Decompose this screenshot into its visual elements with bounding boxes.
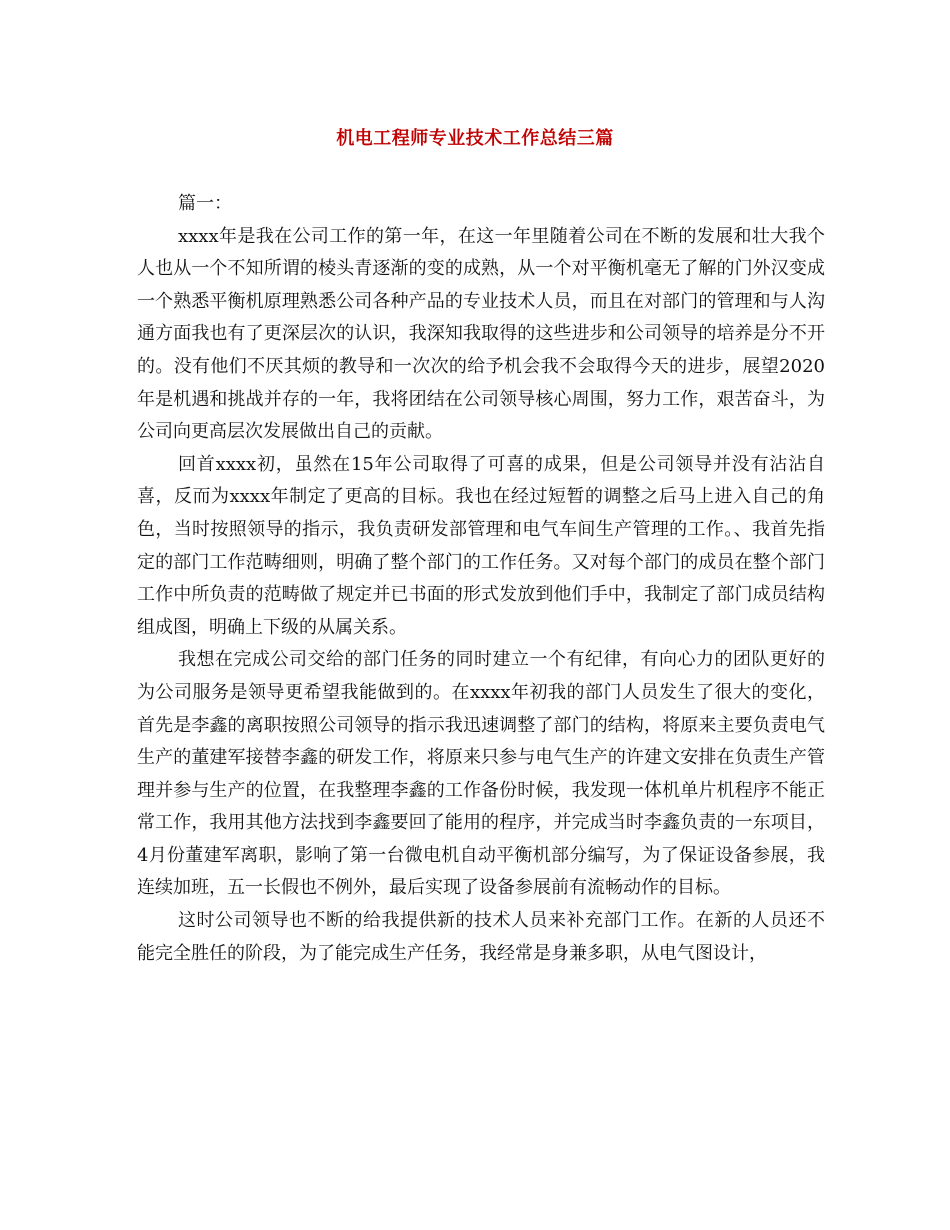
document-title: 机电工程师专业技术工作总结三篇: [336, 128, 614, 149]
paragraph-3: 我想在完成公司交给的部门任务的同时建立一个有纪律，有向心力的团队更好的为公司服务是领导更希望我能做到的。在xxxx年初我的部门人员发生了很大的变化，首先是李鑫的离职按照公司领导的指示我迅速调整了部门的结构，将原来主要负责电气生产的董建军接替李鑫的研发工作，将原来只参与电气生产的许建文安排在负责生产管理并参与生产的位置，在我整理李鑫的工作备份时候，我发现一体机单片机程序不能正常工作，我用其他方法找到李鑫要回了能用的程序，并完成当时李鑫负责的一东项目，4月份董建军离职，影响了第一台微电机自动平衡机部分编写，为了保证设备参展，我连续加班，五一长假也不例外，最后实现了设备参展前有流畅动作的目标。: [137, 649, 825, 899]
paragraph-4: 这时公司领导也不断的给我提供新的技术人员来补充部门工作。在新的人员还不能完全胜任的阶段，为了能完成生产任务，我经常是身兼多职，从电气图设计，: [137, 910, 825, 964]
paragraph-1: xxxx年是我在公司工作的第一年，在这一年里随着公司在不断的发展和壮大我个人也从一个不知所谓的棱头青逐渐的变的成熟，从一个对平衡机毫无了解的门外汉变成一个熟悉平衡机原理熟悉公司各种产品的专业技术人员，而且在对部门的管理和与人沟通方面我也有了更深层次的认识，我深知我取得的这些进步和公司领导的培养是分不开的。没有他们不厌其烦的教导和一次次的给予机会我不会取得今天的进步，展望2020年是机遇和挑战并存的一年，我将团结在公司领导核心周围，努力工作，艰苦奋斗，为公司向更高层次发展做出自己的贡献。: [137, 225, 825, 443]
section-label: 篇一：: [178, 193, 232, 214]
document-body: [137, 188, 825, 970]
paragraph-2: 回首xxxx初，虽然在15年公司取得了可喜的成果，但是公司领导并没有沾沾自喜，反而为xxxx年制定了更高的目标。我也在经过短暂的调整之后马上进入自己的角色，当时按照领导的指示，我负责研发部管理和电气车间生产管理的工作。、我首先指定的部门工作范畴细则，明确了整个部门的工作任务。又对每个部门的成员在整个部门工作中所负责的范畴做了规定并已书面的形式发放到他们手中，我制定了部门成员结构组成图，明确上下级的从属关系。: [137, 453, 825, 638]
